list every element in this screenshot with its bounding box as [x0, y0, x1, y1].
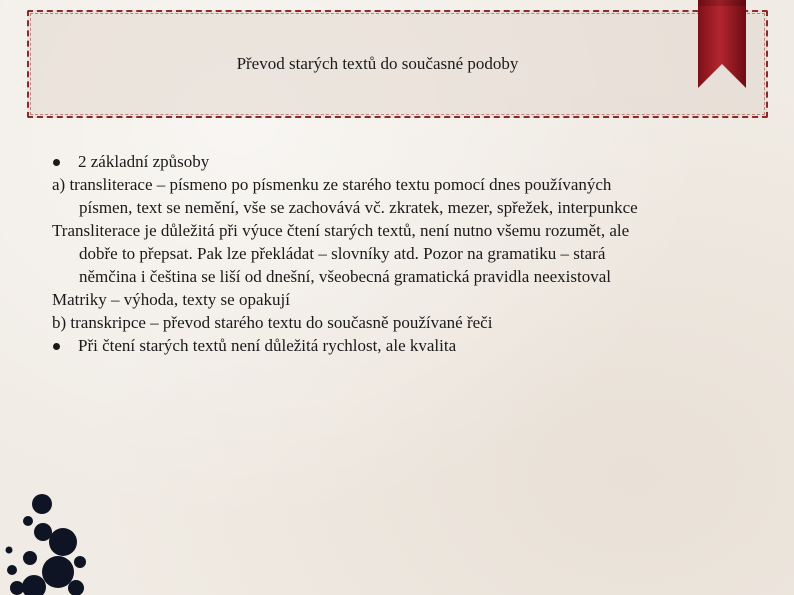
slide-title: Převod starých textů do současné podoby: [236, 54, 519, 73]
body-line: Matriky – výhoda, texty se opakují: [52, 290, 290, 309]
body-line: Transliterace je důležitá při výuce čtení starých textů, není nutno všemu rozumět, ale: [52, 221, 630, 240]
body-line: němčina i čeština se liší od dnešní, všeobecná gramatická pravidla neexistoval: [79, 267, 612, 286]
bullet-line: [52, 334, 752, 357]
slide-body: [52, 150, 752, 357]
body-line: b) transkripce – převod starého textu do současně používané řeči: [52, 313, 493, 332]
title-frame: [27, 10, 768, 118]
body-line: písmen, text se nemění, vše se zachovává vč. zkratek, mezer, spřežek, interpunkce: [79, 198, 638, 217]
body-text: Při čtení starých textů není důležitá rychlost, ale kvalita: [78, 336, 457, 355]
body-line: a) transliterace – písmeno po písmenku ze starého textu pomocí dnes používaných: [52, 175, 612, 194]
bullet-dot-icon: [53, 343, 60, 350]
bullet-line: [52, 150, 752, 173]
body-text: 2 základní způsoby: [78, 152, 210, 171]
body-line: dobře to přepsat. Pak lze překládat – slovníky atd. Pozor na gramatiku – stará: [79, 244, 606, 263]
bullet-dot-icon: [53, 159, 60, 166]
bookmark-ribbon-icon: [697, 0, 747, 90]
ink-splatter-icon: [0, 490, 90, 595]
